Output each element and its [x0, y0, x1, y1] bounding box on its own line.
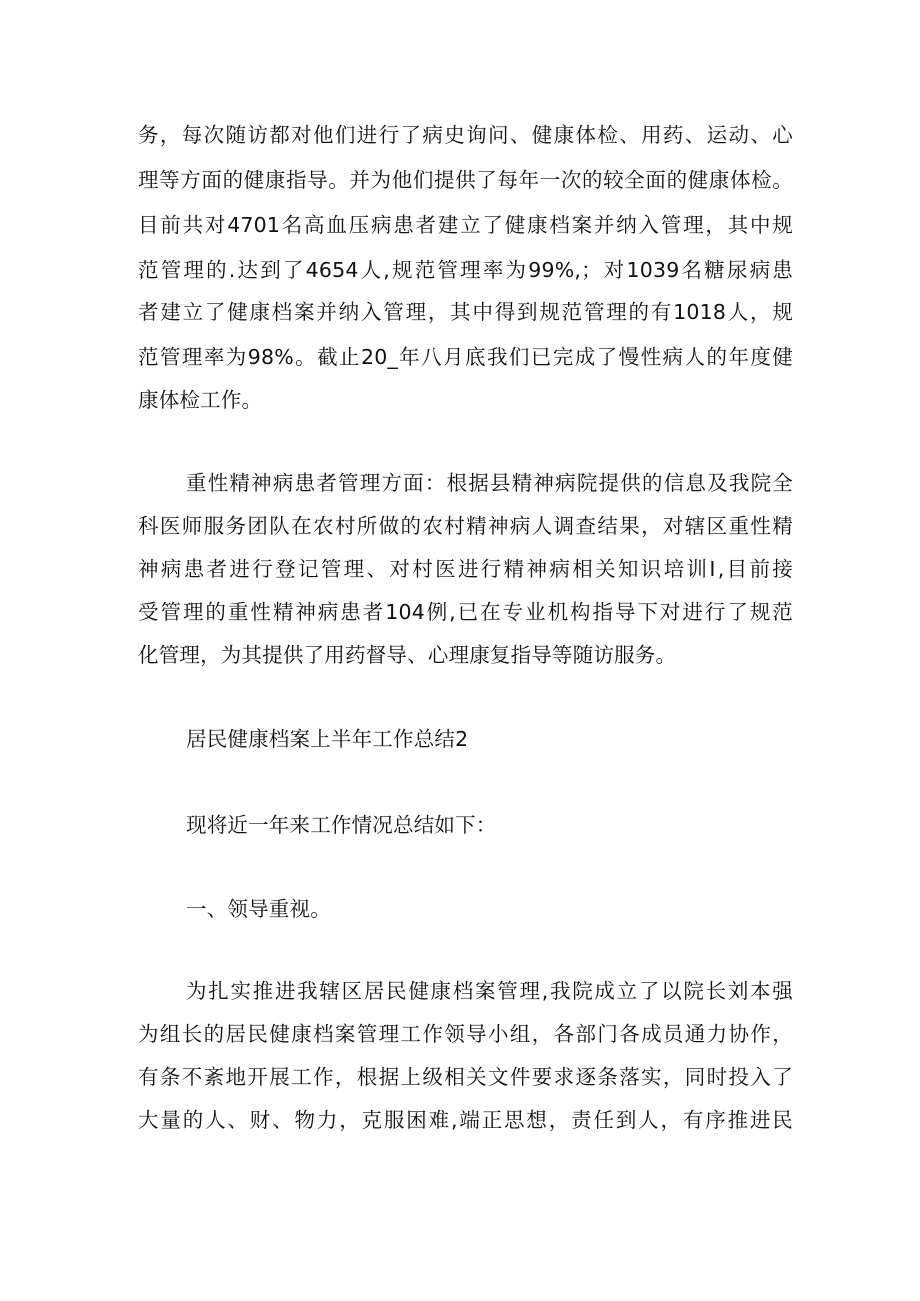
text-line: 理等方面的健康指导。并为他们提供了每年一次的较全面的健康体检。	[138, 168, 793, 192]
text-line: 化管理，为其提供了用药督导、心理康复指导等随访服务。	[138, 643, 677, 667]
text-line: 者建立了健康档案并纳入管理，其中得到规范管理的有1018人，规	[138, 300, 793, 324]
text-line: 有条不紊地开展工作，根据上级相关文件要求逐条落实，同时投入了	[138, 1065, 793, 1089]
subheading-leadership: 一、领导重视。	[186, 897, 331, 921]
text-line: 神病患者进行登记管理、对村医进行精神病相关知识培训Ⅰ,目前接	[138, 557, 793, 581]
text-line: 为组长的居民健康档案管理工作领导小组，各部门各成员通力协作，	[138, 1022, 793, 1046]
text-line: 为扎实推进我辖区居民健康档案管理,我院成立了以院长刘本强	[186, 979, 793, 1003]
text-line: 重性精神病患者管理方面：根据县精神病院提供的信息及我院全	[186, 471, 793, 495]
text-line: 大量的人、财、物力，克服困难,端正思想，责任到人，有序推进民	[138, 1108, 793, 1132]
text-line: 科医师服务团队在农村所做的农村精神病人调查结果，对辖区重性精	[138, 514, 793, 538]
section-title: 居民健康档案上半年工作总结2	[186, 727, 469, 751]
text-line: 目前共对4701名高血压病患者建立了健康档案并纳入管理，其中规	[138, 213, 793, 237]
text-line: 受管理的重性精神病患者104例,已在专业机构指导下对进行了规范	[138, 600, 793, 624]
intro-line: 现将近一年来工作情况总结如下：	[186, 813, 497, 837]
text-line: 范管理率为98%。截止20_年八月底我们已完成了慢性病人的年度健	[138, 345, 793, 369]
text-line: 范管理的.达到了4654人,规范管理率为99%,；对1039名糖尿病患	[138, 258, 793, 282]
text-line: 康体检工作。	[138, 388, 263, 412]
text-line: 务，每次随访都对他们进行了病史询问、健康体检、用药、运动、心	[138, 123, 793, 147]
